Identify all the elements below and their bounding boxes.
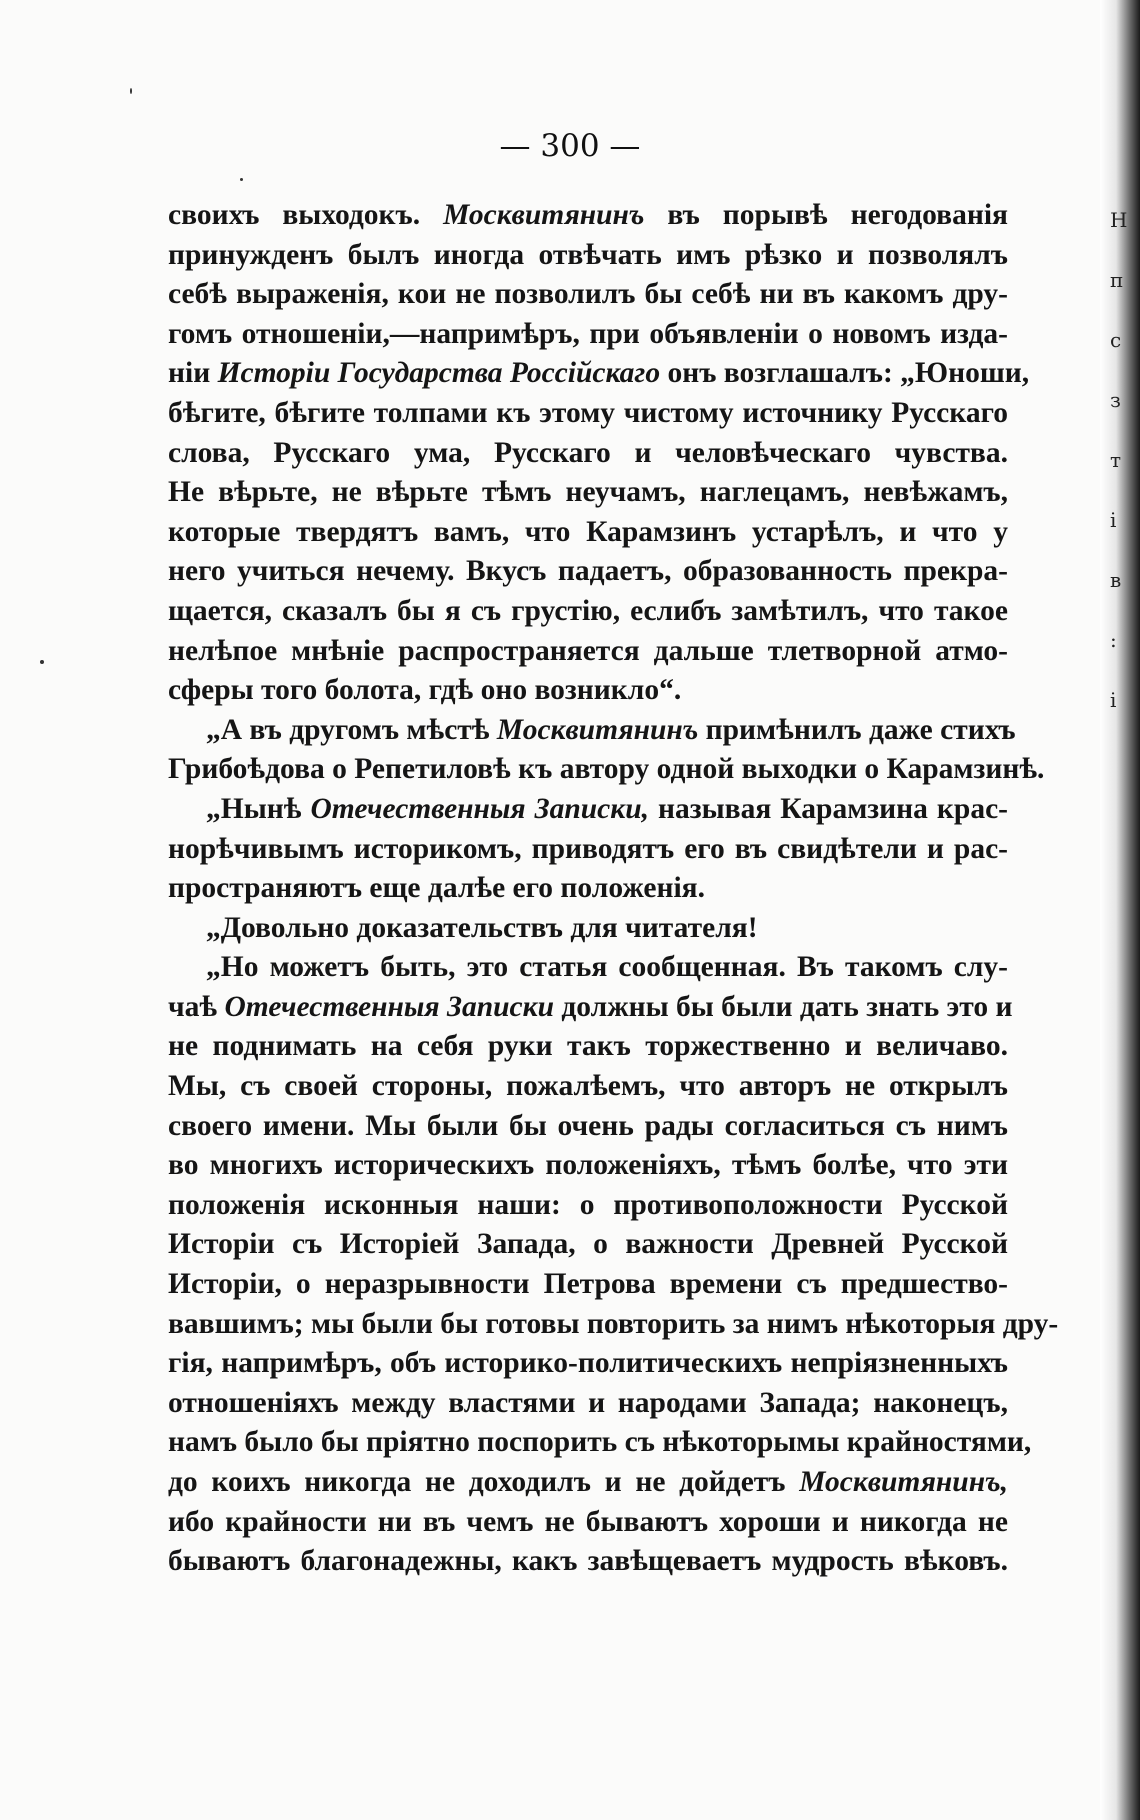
text-run: Исторіи, о неразрывности Петрова времени съ предшество-: [168, 1268, 1008, 1301]
text-line: [168, 592, 1008, 632]
text-run: пространяютъ еще далѣе его положенія.: [168, 872, 705, 905]
text-line: [168, 1067, 1008, 1107]
text-line: [168, 909, 1008, 949]
text-line: [168, 869, 1008, 909]
adjacent-page-glyph: :: [1110, 628, 1117, 652]
text-run: ибо крайности ни въ чемъ не бываютъ хороши и никогда не: [168, 1505, 1008, 1538]
text-run: гія, напримѣръ, объ историко-политическихъ непріязненныхъ: [168, 1347, 1008, 1380]
text-run: до коихъ никогда не доходилъ и не дойдетъ: [168, 1466, 800, 1498]
text-line: [168, 473, 1008, 513]
adjacent-page-glyph: і: [1110, 688, 1117, 712]
paper-speck: [240, 178, 243, 181]
text-run: намъ было бы пріятно поспорить съ нѣкоторымы крайностями,: [168, 1426, 1032, 1459]
text-line: [168, 790, 1008, 830]
body-text: [168, 196, 1059, 1582]
text-run: примѣнилъ даже стихъ: [698, 713, 1016, 746]
text-run: слова, Русскаго ума, Русскаго и человѣческаго чувства.: [168, 436, 1008, 469]
text-line: [168, 1225, 1008, 1265]
text-run: „А въ другомъ мѣстѣ: [206, 713, 497, 746]
text-run: положенія исконныя наши: о противоположности Русской: [168, 1188, 1008, 1221]
text-run: себѣ выраженія, кои не позволилъ бы себѣ ни въ какомъ дру-: [168, 278, 1008, 311]
text-run: своего имени. Мы были бы очень рады согласиться съ нимъ: [168, 1109, 1008, 1142]
text-run: ніи: [168, 357, 218, 390]
text-line: [168, 1463, 1008, 1503]
text-run: него учиться нечему. Вкусъ падаетъ, образованность прекра-: [168, 555, 1008, 588]
text-run: должны бы были дать знать это и: [554, 990, 1013, 1023]
text-run: которые твердятъ вамъ, что Карамзинъ устарѣлъ, и что у: [168, 515, 1008, 548]
text-line: [168, 275, 1008, 315]
text-run: „Нынѣ: [206, 792, 311, 825]
text-line: [168, 1542, 1008, 1582]
text-line: [168, 1265, 1008, 1305]
text-line: [168, 552, 1008, 592]
text-run: Исторіи съ Исторіей Запада, о важности Древней Русской: [168, 1228, 1008, 1261]
text-line: [168, 394, 1008, 434]
adjacent-page-glyph: с: [1110, 328, 1122, 352]
text-line: [168, 988, 1013, 1028]
text-line: [168, 671, 1008, 711]
text-run: бываютъ благонадежны, какъ завѣщеваетъ мудрость вѣковъ.: [168, 1545, 1008, 1578]
text-run: онъ возглашалъ: „Юноши,: [660, 357, 1030, 390]
text-line: [168, 513, 1008, 553]
text-run: Грибоѣдова о Репетиловѣ къ автору одной выходки о Карамзинѣ.: [168, 753, 1045, 786]
text-line: [168, 236, 1008, 276]
text-line: [168, 750, 1045, 790]
italic-title: Москвитянинъ: [443, 199, 645, 231]
paper-speck: [40, 660, 44, 664]
text-run: отношеніяхъ между властями и народами Запада; наконецъ,: [168, 1386, 1008, 1419]
text-run: щается, сказалъ бы я съ грустію, еслибъ замѣтилъ, что такое: [168, 594, 1008, 627]
text-line: [168, 1305, 1059, 1345]
text-run: называя Карамзина крас-: [649, 792, 1008, 825]
adjacent-page-glyph: п: [1110, 268, 1124, 292]
adjacent-page-glyph: в: [1110, 568, 1122, 592]
adjacent-page-edge: [1110, 190, 1136, 730]
text-run: чаѣ: [168, 990, 225, 1023]
page-number: — 300 —: [499, 128, 641, 164]
text-line: [168, 1423, 1032, 1463]
italic-title: Отечественныя Записки,: [310, 792, 649, 825]
text-run: своихъ выходокъ.: [168, 199, 444, 231]
adjacent-page-glyph: т: [1110, 448, 1122, 472]
text-line: [168, 1107, 1008, 1147]
text-run: „Довольно доказательствъ для читателя!: [206, 911, 758, 944]
text-line: [168, 711, 1016, 751]
italic-title: Отечественныя Записки: [224, 990, 554, 1023]
paper-speck: [130, 88, 132, 94]
text-run: Мы, съ своей стороны, пожалѣемъ, что авторъ не открылъ: [168, 1070, 1008, 1103]
text-run: норѣчивымъ историкомъ, приводятъ его въ свидѣтели и рас-: [168, 832, 1008, 865]
text-run: „Но можетъ быть, это статья сообщенная. Въ такомъ слу-: [206, 951, 1008, 984]
italic-title: Москвитянинъ,: [799, 1466, 1008, 1498]
text-line: [168, 354, 1030, 394]
text-line: [168, 1027, 1008, 1067]
text-run: нелѣпое мнѣніе распространяется дальше тлетворной атмо-: [168, 634, 1008, 667]
text-line: [168, 315, 1008, 355]
text-line: [168, 196, 1008, 236]
text-line: [168, 1384, 1008, 1424]
adjacent-page-glyph: Н: [1110, 208, 1128, 232]
text-line: [168, 632, 1008, 672]
text-line: [168, 1503, 1008, 1543]
italic-title: Исторіи Государства Россійскаго: [217, 357, 661, 390]
text-line: [168, 830, 1008, 870]
text-line: [168, 1146, 1008, 1186]
text-line: [168, 948, 1008, 988]
text-run: не поднимать на себя руки такъ торжественно и величаво.: [168, 1030, 1008, 1063]
adjacent-page-glyph: і: [1110, 508, 1117, 532]
italic-title: Москвитянинъ: [496, 713, 699, 746]
text-run: гомъ отношеніи,—напримѣръ, при объявленіи о новомъ изда-: [168, 317, 1008, 350]
text-run: сферы того болота, гдѣ оно возникло“.: [168, 674, 682, 707]
text-run: Не вѣрьте, не вѣрьте тѣмъ неучамъ, наглецамъ, невѣжамъ,: [168, 476, 1008, 509]
text-line: [168, 1344, 1008, 1384]
adjacent-page-glyph: з: [1110, 388, 1121, 412]
text-line: [168, 1186, 1008, 1226]
text-line: [168, 434, 1008, 474]
text-run: вавшимъ; мы были бы готовы повторить за нимъ нѣкоторыя дру-: [168, 1307, 1059, 1340]
text-run: въ порывѣ негодованія: [644, 199, 1008, 231]
text-run: принужденъ былъ иногда отвѣчать имъ рѣзко и позволялъ: [168, 238, 1008, 271]
text-run: бѣгите, бѣгите толпами къ этому чистому источнику Русскаго: [168, 396, 1008, 429]
text-run: во многихъ историческихъ положеніяхъ, тѣмъ болѣе, что эти: [168, 1149, 1008, 1182]
